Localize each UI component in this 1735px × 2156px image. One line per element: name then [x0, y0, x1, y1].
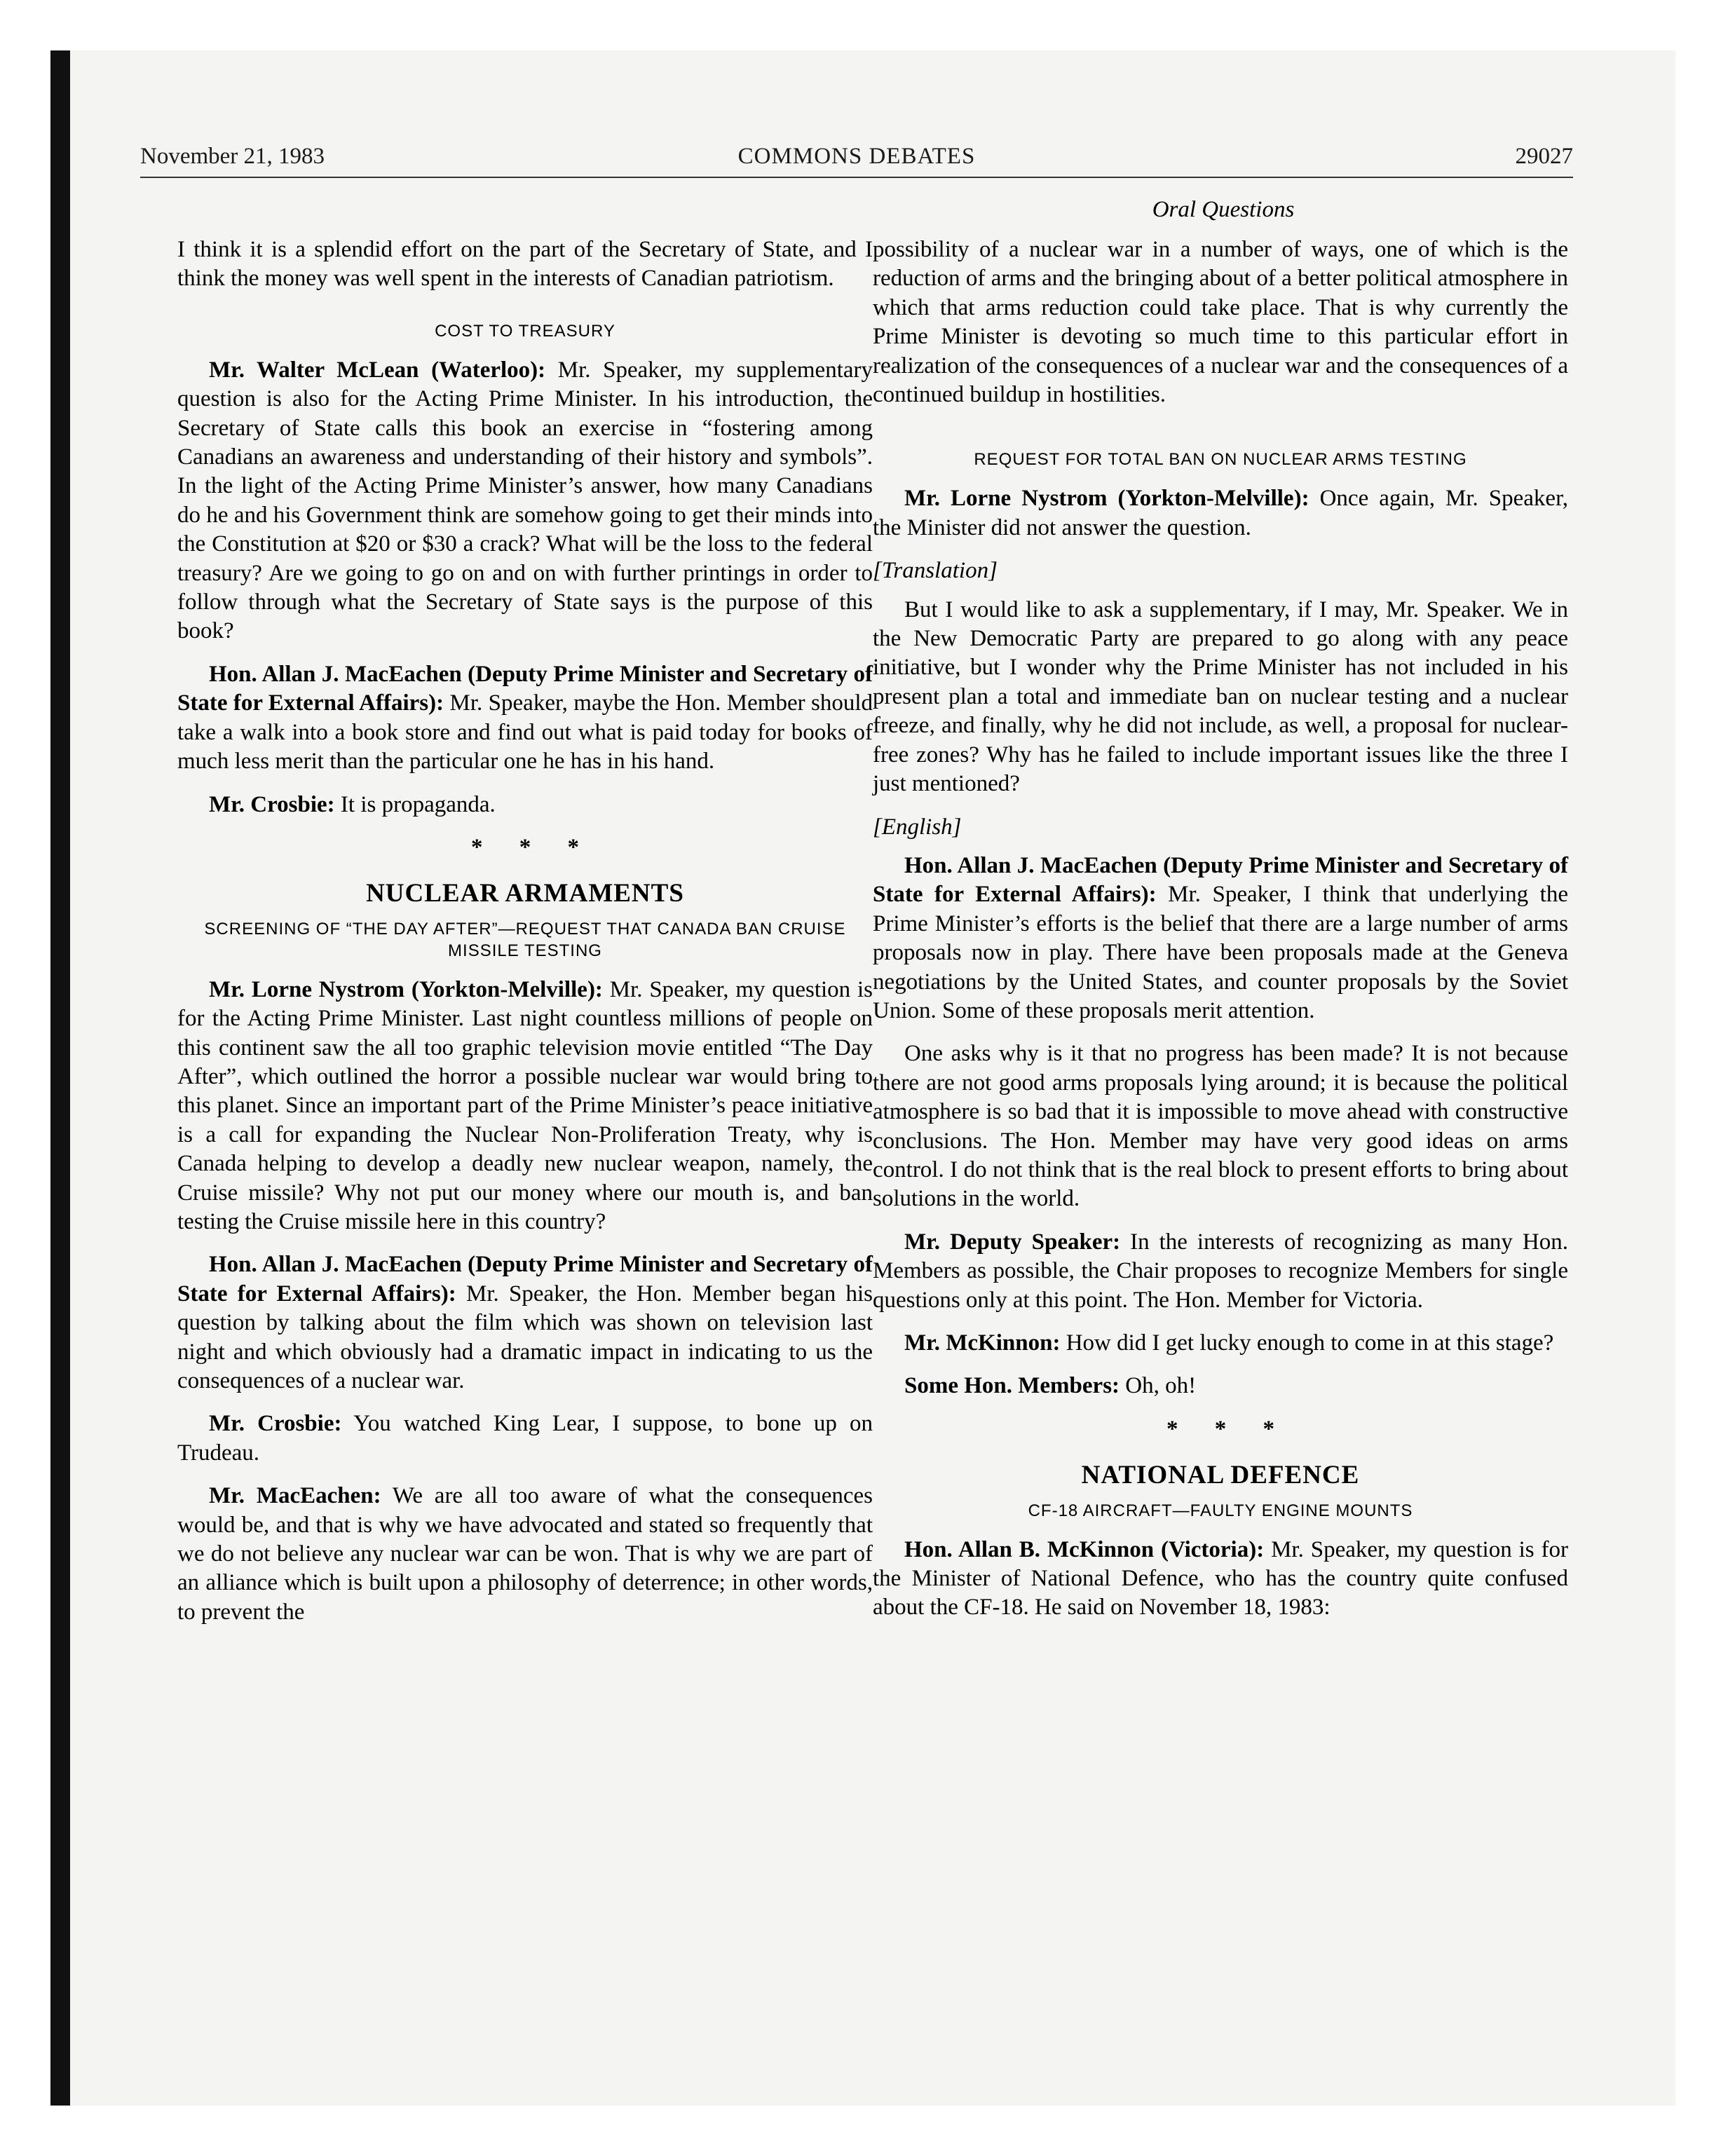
speech	[177, 1482, 873, 1627]
section-divider: * * *	[471, 834, 594, 860]
speech	[873, 1329, 1568, 1358]
speaker-name: Mr. Walter McLean (Waterloo):	[209, 357, 546, 383]
speech-text: Mr. Speaker, I think that underlying the Prime Minister’s efforts is the belief that there are a large number of arms proposals now in play. There have been proposals made at the Geneva negotiations by the United States, and counter proposals by the Soviet Union. Some of these proposals merit attention.	[873, 882, 1568, 1023]
speech	[873, 484, 1568, 543]
subheading: REQUEST FOR TOTAL BAN ON NUCLEAR ARMS TESTING	[974, 450, 1467, 470]
speaker-name: Some Hon. Members:	[904, 1373, 1120, 1399]
speech-text: How did I get lucky enough to come in at this stage?	[1060, 1330, 1554, 1356]
section-heading: NATIONAL DEFENCE	[1081, 1461, 1360, 1490]
speech	[177, 976, 873, 1237]
paragraph: But I would like to ask a supplementary, if I may, Mr. Speaker. We in the New Democratic Party are prepared to go along with any peace initiative, but I wonder why the Prime Minister has not included in his present plan a total and immediate ban on nuclear testing and a nuclear freeze, and finally, why he did not include, as well, a proposal for nuclear-free zones? Why has he failed to include important issues like the three I just mentioned?	[873, 596, 1568, 797]
speech	[177, 356, 873, 646]
language-marker: [Translation]	[873, 558, 998, 584]
speaker-name: Mr. MacEachen:	[209, 1483, 381, 1509]
paragraph: possibility of a nuclear war in a number of ways, one of which is the reduction of arms and the bringing about of a better political atmosphere in which that arms reduction could take place. That is why currently the Prime Minister is devoting so much time to this particular effort in realization of the consequences of a nuclear war and the consequences of a continued buildup in hostilities.	[873, 237, 1568, 408]
speech-text: Mr. Speaker, my question is for the Acting Prime Minister. Last night countless millions of people on this continent saw the all too graphic television movie entitled “The Day After”, which outlined the horror a possible nuclear war would bring to this planet. Since an important part of the Prime Minister’s peace initiative is a call for expanding the Nuclear Non-Proliferation Treaty, why is Canada helping to develop a deadly new nuclear weapon, namely, the Cruise missile? Why not put our money where our mouth is, and ban testing the Cruise missile here in this country?	[177, 976, 873, 1234]
subheading: SCREENING OF “THE DAY AFTER”—REQUEST THAT CANADA BAN CRUISE MISSILE TESTING	[204, 919, 846, 960]
speaker-name: Hon. Allan J. MacEachen (Deputy Prime Minister and Secretary of State for External Affairs):	[177, 661, 873, 716]
speech	[177, 791, 873, 819]
speech-text: Mr. Speaker, my supplementary question is also for the Acting Prime Minister. In his introduction, the Secretary of State calls this book an exercise in “fostering among Canadians an awareness and understanding of their history and symbols”. In the light of the Acting Prime Minister’s answer, how many Canadians do he and his Government think are somehow going to get their minds into the Constitution at $20 or $30 a crack? What will be the loss to the federal treasury? Are we going to go on and on with further printings in order to follow through what the Secretary of State says is the purpose of this book?	[177, 357, 873, 644]
speech-text: Oh, oh!	[1120, 1373, 1197, 1399]
speech	[177, 1250, 873, 1396]
subheading: CF-18 AIRCRAFT—FAULTY ENGINE MOUNTS	[1028, 1501, 1413, 1520]
paragraph: One asks why is it that no progress has been made? It is not because there are not good arms proposals lying around; it is because the political atmosphere is so bad that it is impossible to move ahead with constructive conclusions. The Hon. Member may have very good ideas on arms control. I do not think that is the real block to present efforts to bring about solutions in the world.	[873, 1041, 1568, 1212]
header-title: COMMONS DEBATES	[737, 144, 976, 169]
running-head	[140, 144, 1573, 175]
speech-text: Once again, Mr. Speaker, the Minister did not answer the question.	[873, 486, 1568, 540]
speech-text: We are all too aware of what the consequences would be, and that is why we have advocated and stated so frequently that we do not believe any nuclear war can be won. That is why we are part of an alliance which is built upon a philosophy of deterrence; in other words, to prevent the	[177, 1483, 873, 1625]
speaker-name: Hon. Allan B. McKinnon (Victoria):	[904, 1536, 1265, 1562]
speech	[873, 1536, 1568, 1623]
speaker-name: Mr. Crosbie:	[209, 1411, 342, 1437]
speech-text: You watched King Lear, I suppose, to bone up on Trudeau.	[177, 1411, 873, 1466]
speech	[177, 660, 873, 777]
speaker-name: Mr. McKinnon:	[904, 1330, 1061, 1356]
section-tag: Oral Questions	[1152, 197, 1295, 222]
section-divider: * * *	[1166, 1416, 1290, 1442]
speech-text: In the interests of recognizing as many Hon. Members as possible, the Chair proposes to recognize Members for single questions only at this point. The Hon. Member for Victoria.	[873, 1229, 1568, 1313]
speech	[873, 1372, 1568, 1400]
header-date: November 21, 1983	[140, 144, 325, 169]
left-column	[177, 236, 873, 1641]
speech-text: Mr. Speaker, my question is for the Minister of National Defence, who has the country quite confused about the CF-18. He said on November 18, 1983:	[873, 1536, 1568, 1621]
speech-text: Mr. Speaker, the Hon. Member began his question by talking about the film which was shown on television last night and which obviously had a dramatic impact in indicating to us the consequences of a nuclear war.	[177, 1281, 873, 1393]
speech	[873, 1228, 1568, 1315]
paragraph: I think it is a splendid effort on the part of the Secretary of State, and I think the money was well spent in the interests of Canadian patriotism.	[177, 237, 873, 292]
speech	[177, 1410, 873, 1468]
speaker-name: Hon. Allan J. MacEachen (Deputy Prime Minister and Secretary of State for External Affairs):	[873, 852, 1568, 908]
speaker-name: Mr. Lorne Nystrom (Yorkton-Melville):	[904, 486, 1309, 512]
header-rule	[140, 177, 1573, 178]
right-column	[873, 236, 1568, 1637]
language-marker: [English]	[873, 814, 962, 840]
speaker-name: Mr. Deputy Speaker:	[904, 1229, 1121, 1255]
speaker-name: Mr. Crosbie:	[209, 791, 335, 817]
speaker-name: Hon. Allan J. MacEachen (Deputy Prime Minister and Secretary of State for External Affairs):	[177, 1252, 873, 1306]
scan-binding-edge	[50, 50, 70, 2106]
speech	[873, 852, 1568, 1025]
speech-text: Mr. Speaker, maybe the Hon. Member should take a walk into a book store and find out what is paid today for books of much less merit than the particular one he has in his hand.	[177, 690, 873, 775]
section-heading: NUCLEAR ARMAMENTS	[366, 879, 684, 908]
speaker-name: Mr. Lorne Nystrom (Yorkton-Melville):	[209, 976, 603, 1002]
subheading: COST TO TREASURY	[435, 321, 615, 341]
speech-text: It is propaganda.	[334, 791, 496, 817]
page-number: 29027	[1515, 144, 1573, 169]
